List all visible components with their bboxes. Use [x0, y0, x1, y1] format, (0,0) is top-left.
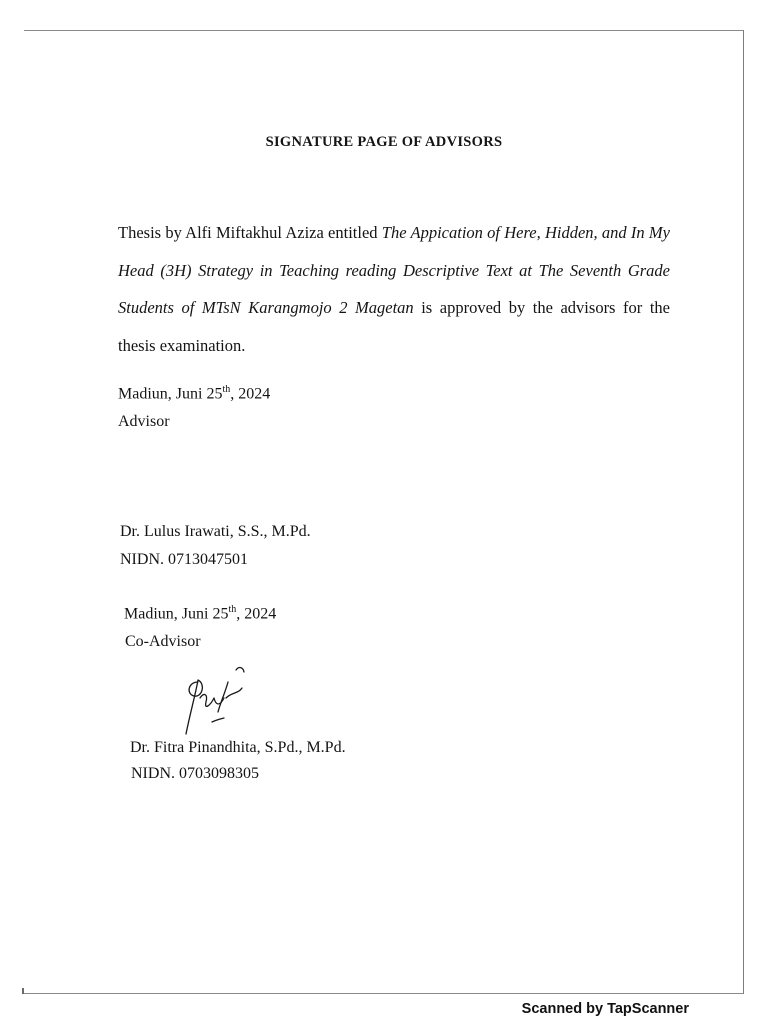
advisor-role: Advisor — [118, 413, 170, 430]
page-title: SIGNATURE PAGE OF ADVISORS — [265, 134, 503, 150]
co-advisor-nidn: NIDN. 0703098305 — [131, 765, 259, 782]
scanner-watermark: Scanned by TapScanner — [521, 1001, 689, 1017]
page-corner-mark — [22, 988, 24, 994]
page-border — [24, 30, 744, 994]
advisor-nidn: NIDN. 0713047501 — [120, 551, 248, 568]
paragraph-outro: is approved by the advisors for the thesis examination. — [118, 298, 670, 355]
advisor-date: Madiun, Juni 25th, 2024 — [118, 384, 271, 403]
thesis-title: The Appication of Here, Hidden, and In My Head (3H) Strategy in Teaching reading Descriptive Text at The Seventh Grade Students of MTsN Karangmojo 2 Magetan — [118, 223, 670, 317]
paragraph-intro: Thesis by Alfi Miftakhul Aziza entitled — [118, 223, 382, 242]
approval-paragraph — [118, 214, 670, 364]
advisor-name: Dr. Lulus Irawati, S.S., M.Pd. — [120, 523, 311, 540]
co-advisor-date: Madiun, Juni 25th, 2024 — [124, 604, 277, 623]
co-advisor-name: Dr. Fitra Pinandhita, S.Pd., M.Pd. — [130, 739, 346, 756]
co-advisor-role: Co-Advisor — [125, 633, 201, 650]
